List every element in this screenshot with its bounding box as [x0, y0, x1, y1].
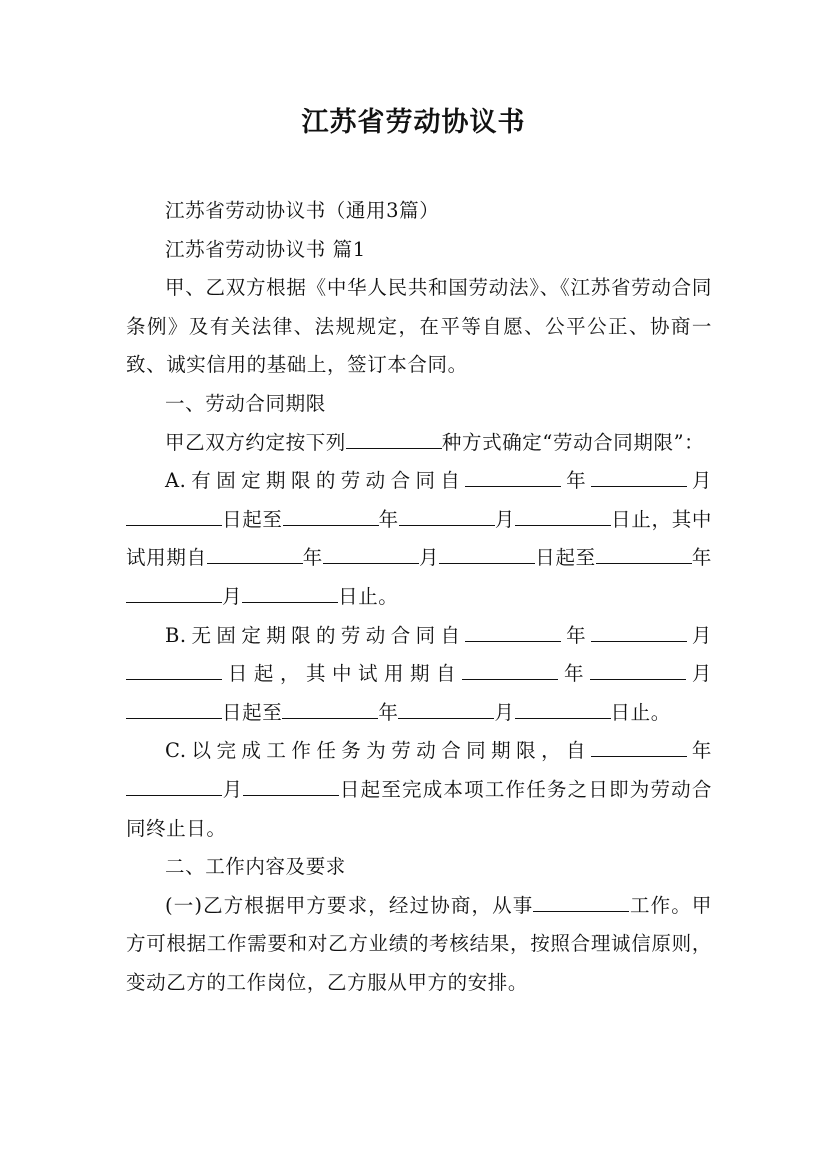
blank-line[interactable]	[439, 562, 535, 564]
blank-line[interactable]	[465, 485, 561, 487]
work-content-paragraph: (一)乙方根据甲方要求，经过协商，从事 工作。甲方可根据工作需要和对乙方业绩的考核结果，按照合理诚信原则，变动乙方的工作岗位，乙方服从甲方的安排。	[126, 893, 712, 994]
blank-line[interactable]	[126, 794, 222, 796]
term-method-paragraph: 甲乙双方约定按下列 种方式确定“劳动合同期限”：	[165, 430, 705, 454]
blank-line[interactable]	[207, 562, 303, 564]
blank-line[interactable]	[399, 524, 495, 526]
section-heading-work: 二、工作内容及要求	[165, 855, 346, 879]
blank-line[interactable]	[323, 562, 419, 564]
blank-line[interactable]	[398, 717, 494, 719]
blank-line[interactable]	[126, 717, 222, 719]
blank-line[interactable]	[591, 640, 687, 642]
blank-line[interactable]	[282, 717, 378, 719]
option-b-paragraph: B.无固定期限的劳动合同自 年 月日起，其中试用期自 年 月日起至 年 月 日止。	[126, 617, 712, 733]
blank-line[interactable]	[126, 524, 222, 526]
blank-line[interactable]	[591, 755, 687, 757]
blank-line[interactable]	[242, 601, 338, 603]
document-body	[126, 192, 712, 1002]
blank-line[interactable]	[126, 601, 222, 603]
blank-line[interactable]	[462, 678, 558, 680]
blank-line[interactable]	[465, 640, 561, 642]
blank-line[interactable]	[533, 910, 629, 912]
blank-line[interactable]	[283, 524, 379, 526]
blank-line[interactable]	[243, 794, 339, 796]
section-heading-term: 一、劳动合同期限	[165, 391, 326, 415]
blank-line[interactable]	[596, 562, 692, 564]
blank-line[interactable]	[515, 717, 611, 719]
document-subtitle: 江苏省劳动协议书（通用3篇）	[165, 199, 440, 222]
intro-paragraph: 甲、乙双方根据《中华人民共和国劳动法》、《江苏省劳动合同条例》及有关法律、法规规定，在平等自愿、公平公正、协商一致、诚实信用的基础上，签订本合同。	[126, 276, 712, 377]
blank-line[interactable]	[591, 485, 687, 487]
blank-line[interactable]	[346, 447, 442, 449]
blank-line[interactable]	[590, 678, 686, 680]
option-a-paragraph: A.有固定期限的劳动合同自 年 月日起至 年 月 日止，其中试用期自 年 月 日起至 年月 日止。	[126, 469, 712, 608]
document-title: 江苏省劳动协议书	[301, 107, 526, 138]
blank-line[interactable]	[126, 678, 222, 680]
option-c-paragraph: C.以完成工作任务为劳动合同期限，自 年月 日起至完成本项工作任务之日即为劳动合同终止日。	[126, 739, 712, 840]
blank-line[interactable]	[515, 524, 611, 526]
part-heading: 江苏省劳动协议书 篇1	[165, 237, 366, 261]
